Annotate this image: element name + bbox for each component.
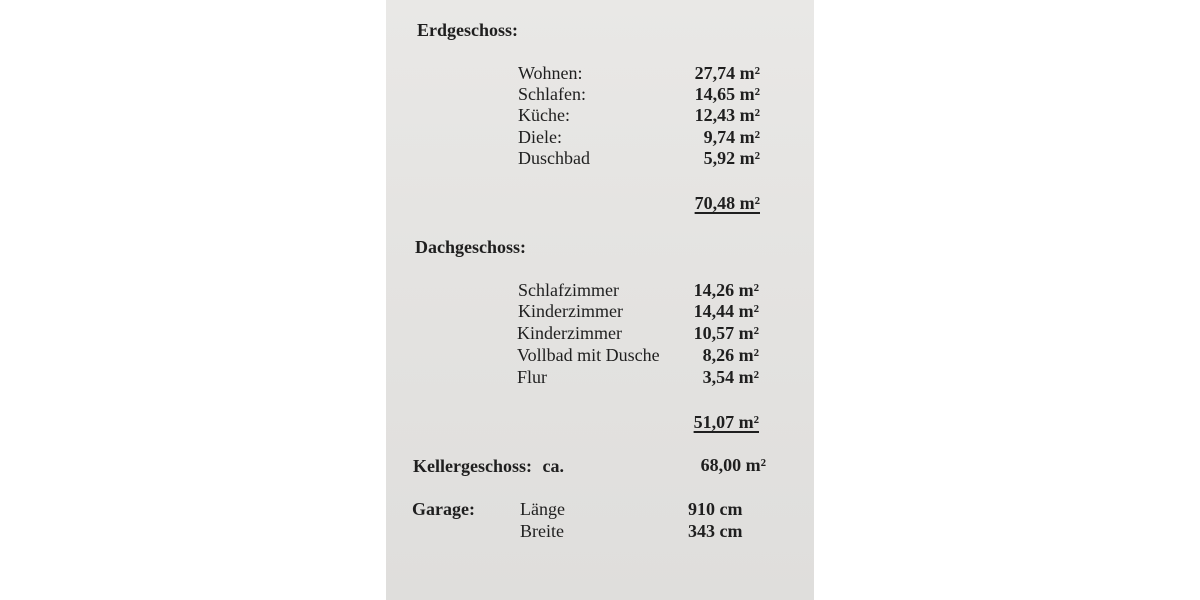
document-page bbox=[386, 0, 814, 600]
erdgeschoss-heading: Erdgeschoss: bbox=[417, 20, 519, 40]
kellergeschoss-label: Kellergeschoss: bbox=[413, 456, 532, 476]
erdgeschoss-room-label: Wohnen: bbox=[518, 63, 583, 83]
kellergeschoss-value: 68,00 m² bbox=[700, 455, 766, 475]
erdgeschoss-room-value: 27,74 m² bbox=[694, 63, 760, 83]
kellergeschoss-heading bbox=[413, 456, 564, 476]
dachgeschoss-room-label: Schlafzimmer bbox=[518, 280, 619, 300]
erdgeschoss-room-value: 12,43 m² bbox=[694, 105, 760, 125]
erdgeschoss-room-label: Diele: bbox=[518, 127, 562, 147]
garage-dimension-label: Breite bbox=[520, 521, 564, 541]
dachgeschoss-room-label: Vollbad mit Dusche bbox=[517, 345, 660, 365]
dachgeschoss-room-value: 3,54 m² bbox=[702, 367, 759, 387]
dachgeschoss-room-value: 10,57 m² bbox=[693, 323, 759, 343]
garage-heading: Garage: bbox=[412, 499, 475, 519]
erdgeschoss-total: 70,48 m² bbox=[694, 193, 760, 213]
erdgeschoss-room-value: 9,74 m² bbox=[703, 127, 760, 147]
garage-dimension-value: 343 cm bbox=[688, 521, 743, 541]
garage-dimension-value: 910 cm bbox=[688, 499, 743, 519]
kellergeschoss-qualifier: ca. bbox=[542, 456, 564, 476]
erdgeschoss-room-value: 14,65 m² bbox=[694, 84, 760, 104]
erdgeschoss-room-label: Schlafen: bbox=[518, 84, 586, 104]
erdgeschoss-room-label: Duschbad bbox=[518, 148, 590, 168]
erdgeschoss-room-value: 5,92 m² bbox=[703, 148, 760, 168]
dachgeschoss-room-label: Kinderzimmer bbox=[518, 301, 623, 321]
erdgeschoss-room-label: Küche: bbox=[518, 105, 570, 125]
garage-dimension-label: Länge bbox=[520, 499, 565, 519]
dachgeschoss-room-value: 14,26 m² bbox=[693, 280, 759, 300]
dachgeschoss-heading: Dachgeschoss: bbox=[415, 237, 526, 257]
dachgeschoss-total: 51,07 m² bbox=[693, 412, 759, 432]
dachgeschoss-room-value: 14,44 m² bbox=[693, 301, 759, 321]
dachgeschoss-room-value: 8,26 m² bbox=[702, 345, 759, 365]
dachgeschoss-room-label: Kinderzimmer bbox=[517, 323, 622, 343]
dachgeschoss-room-label: Flur bbox=[517, 367, 548, 387]
